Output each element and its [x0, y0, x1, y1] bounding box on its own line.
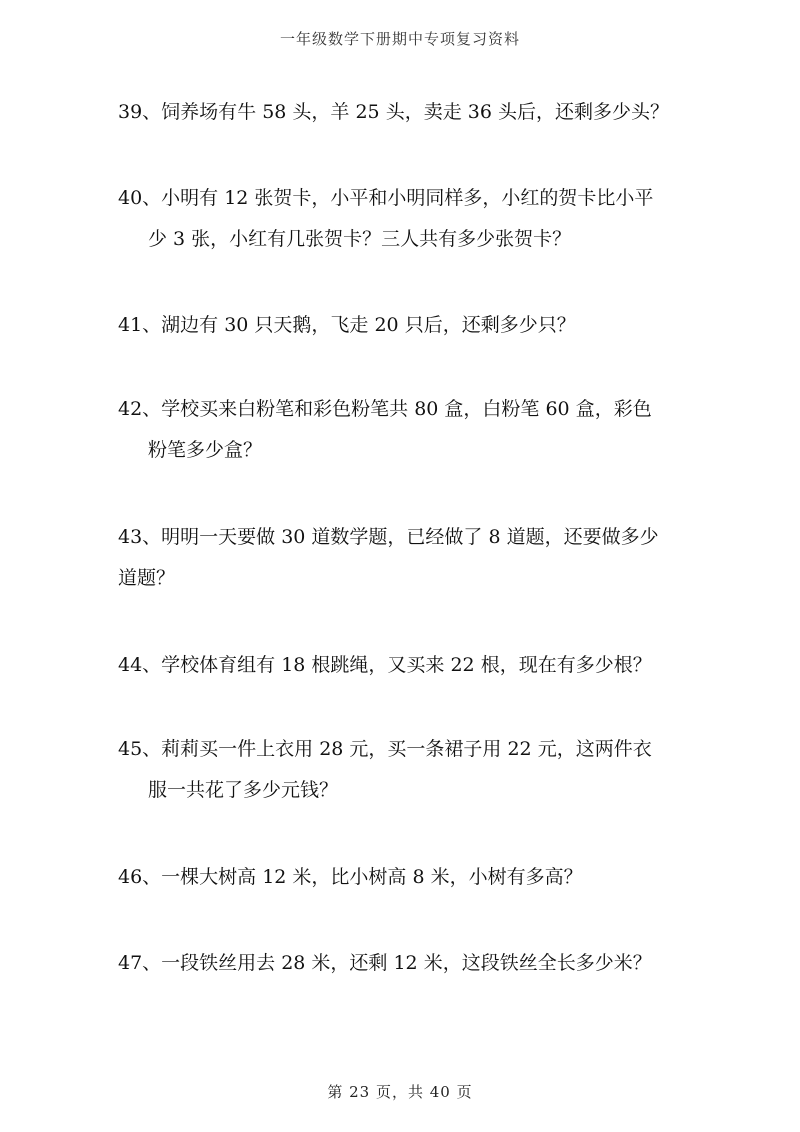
- problem-43: [118, 517, 698, 599]
- problem-line-continued: 粉笔多少盒？: [148, 439, 263, 461]
- problem-line: 39、饲养场有牛 58 头，羊 25 头，卖走 36 头后，还剩多少头？: [118, 101, 669, 123]
- problem-45: [118, 729, 698, 811]
- problem-line: 47、一段铁丝用去 28 米，还剩 12 米，这段铁丝全长多少米？: [118, 952, 652, 974]
- problem-line-continued: 服一共花了多少元钱？: [148, 779, 339, 801]
- problem-line-continued: 少 3 张，小红有几张贺卡？三人共有多少张贺卡？: [148, 228, 572, 250]
- problem-41: [118, 305, 698, 346]
- problem-42: [118, 389, 698, 471]
- page-number-footer: 第 23 页，共 40 页: [327, 1083, 473, 1101]
- problem-39: [118, 92, 698, 133]
- problem-44: [118, 645, 698, 686]
- problem-46: [118, 857, 698, 898]
- problem-line: 40、小明有 12 张贺卡，小平和小明同样多，小红的贺卡比小平: [118, 187, 654, 209]
- problem-40: [118, 178, 698, 260]
- problem-line: 41、湖边有 30 只天鹅，飞走 20 只后，还剩多少只？: [118, 314, 576, 336]
- problem-line: 44、学校体育组有 18 根跳绳，又买来 22 根，现在有多少根？: [118, 654, 652, 676]
- problem-line: 42、学校买来白粉笔和彩色粉笔共 80 盒，白粉笔 60 盒，彩色: [118, 398, 652, 420]
- page-header-title: 一年级数学下册期中专项复习资料: [279, 30, 520, 48]
- problem-line: 45、莉莉买一件上衣用 28 元，买一条裙子用 22 元，这两件衣: [118, 738, 652, 760]
- problem-line: 46、一棵大树高 12 米，比小树高 8 米，小树有多高？: [118, 866, 583, 888]
- problem-line: 43、明明一天要做 30 道数学题，已经做了 8 道题，还要做多少: [118, 526, 659, 548]
- problem-line-continued: 道题？: [118, 567, 176, 589]
- problem-47: [118, 943, 698, 984]
